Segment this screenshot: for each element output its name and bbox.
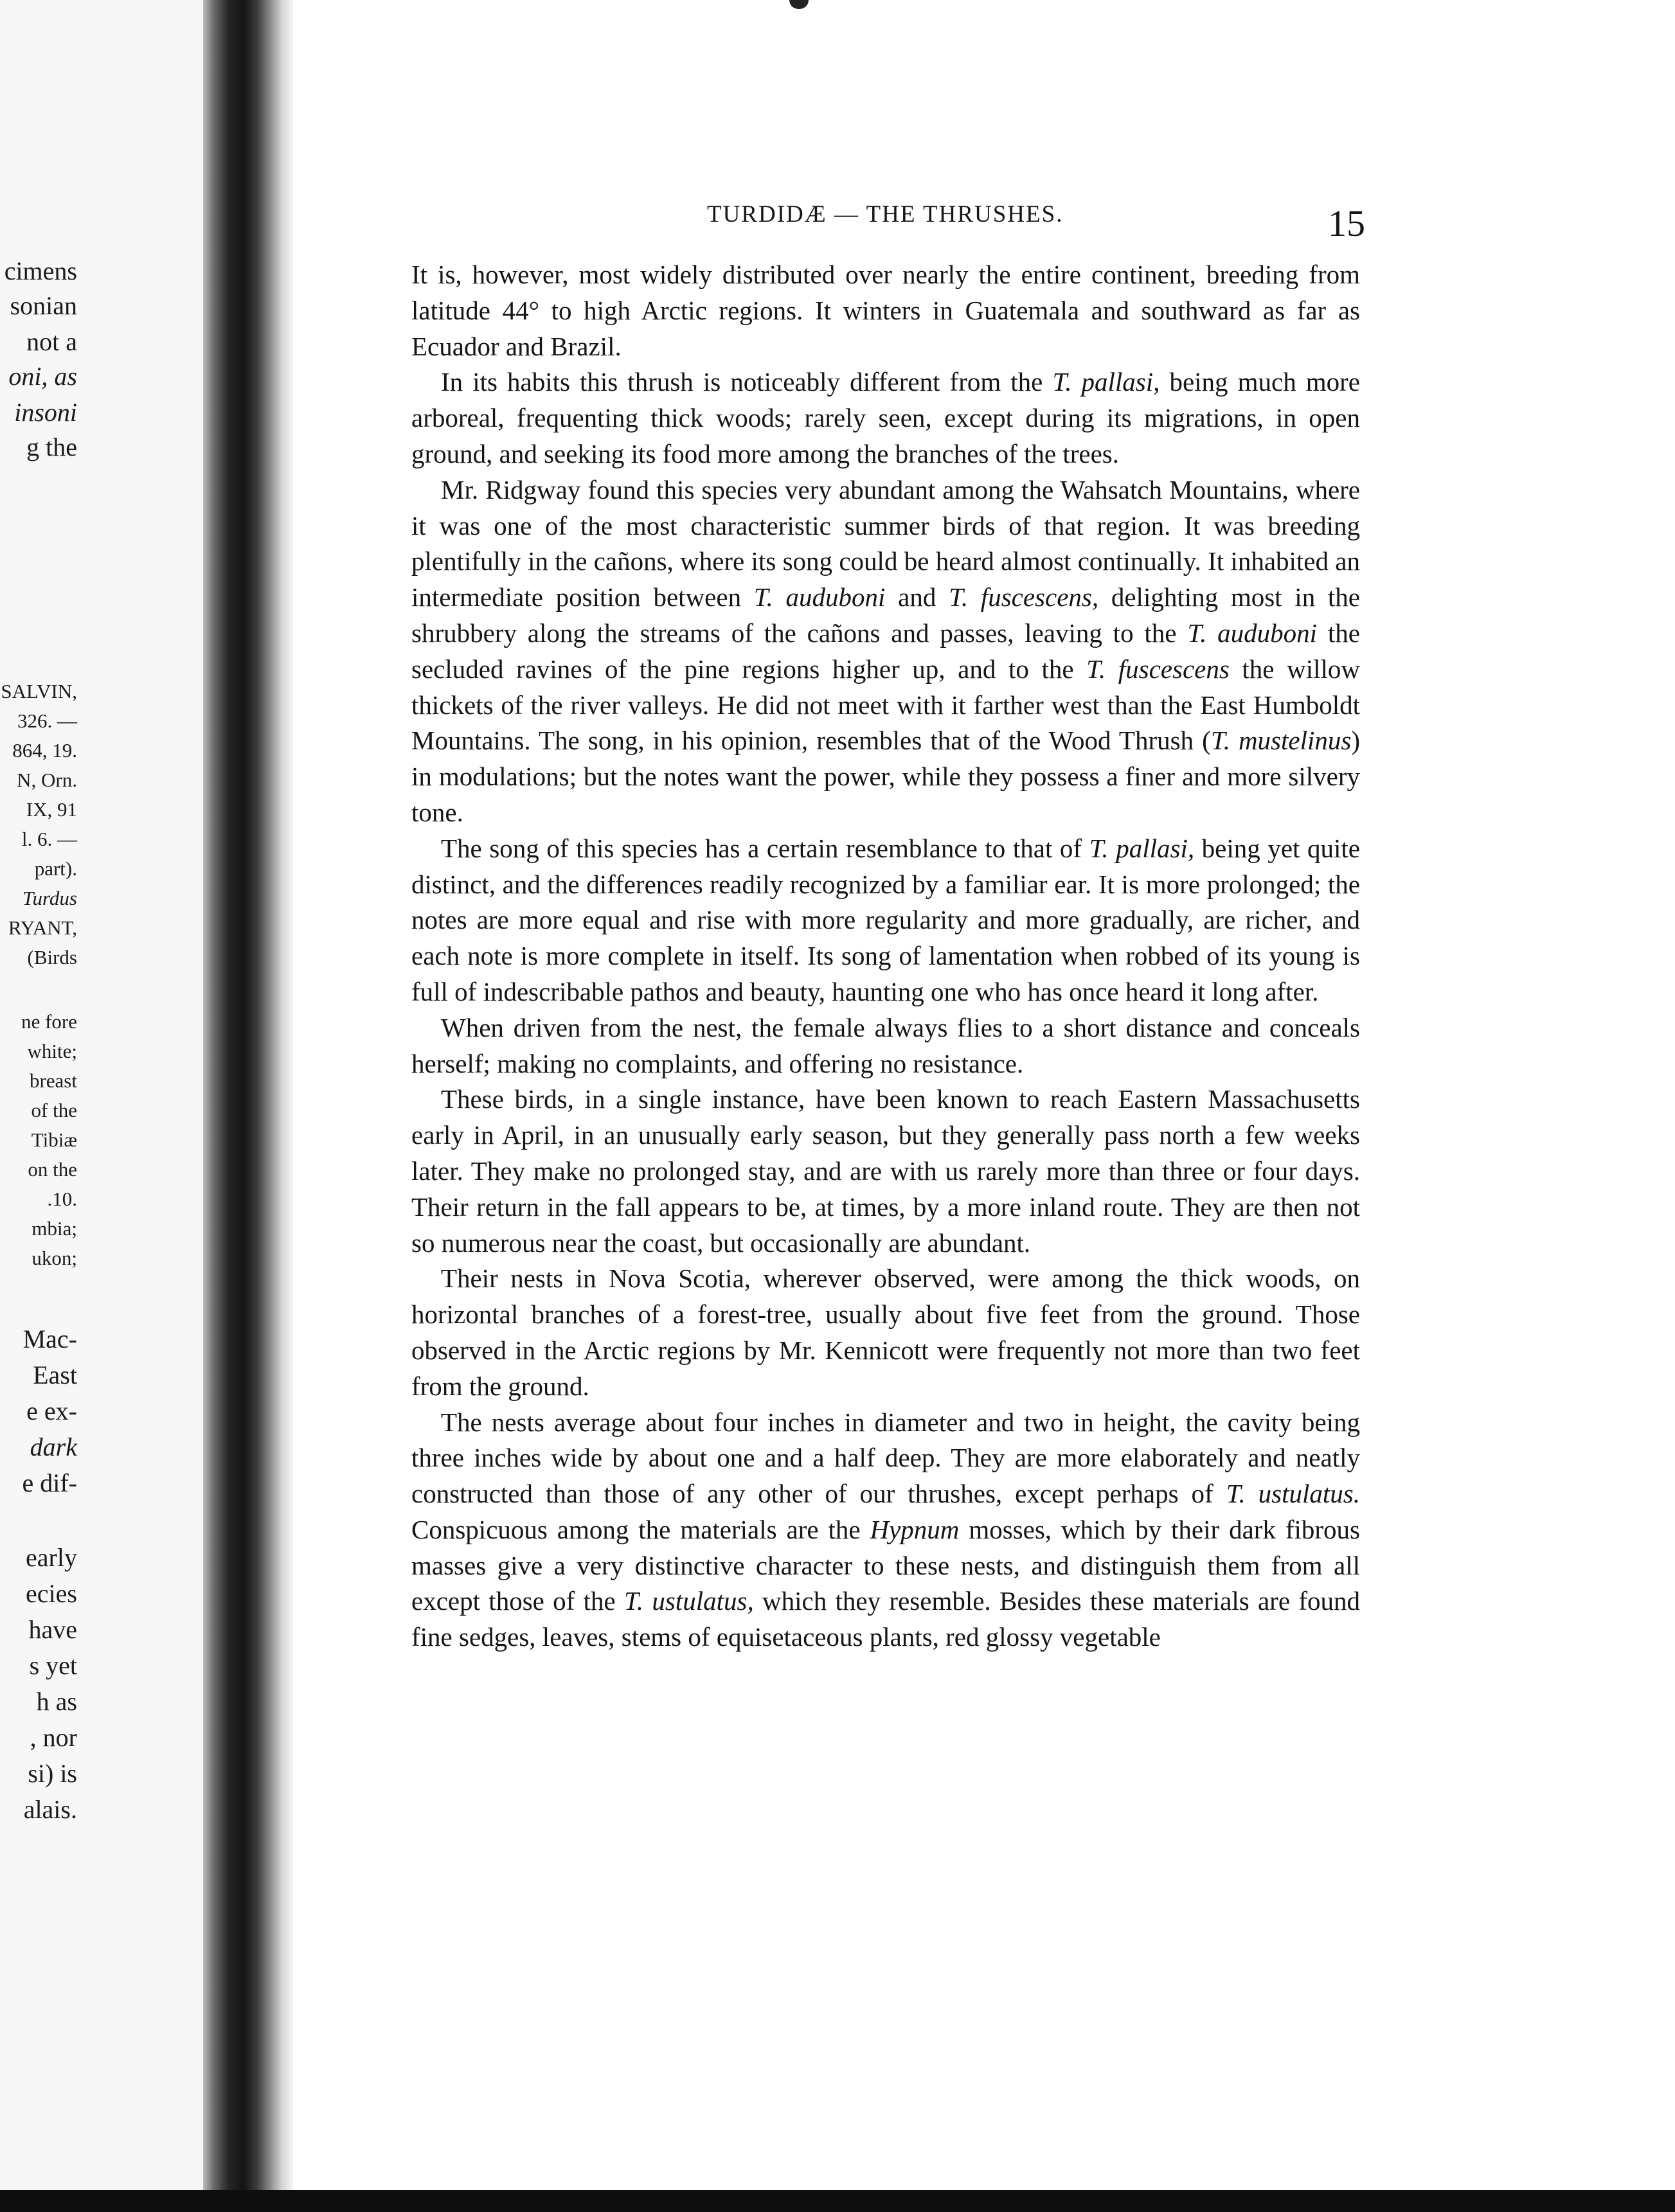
left-page-fragment: alais. xyxy=(23,1795,77,1824)
left-page-fragment: oni, as xyxy=(8,362,77,391)
left-page-fragment: Mac- xyxy=(22,1325,77,1353)
running-head: TURDIDÆ — THE THRUSHES. xyxy=(707,201,1064,227)
paragraph xyxy=(411,1405,1360,1656)
left-page-fragment: (Birds xyxy=(27,946,77,968)
text-run: delighting most in the shrubbery along the streams of the cañons and passes, leaving to the xyxy=(411,582,1361,648)
text-run: It is, however, most widely distributed over nearly the entire continent, breeding from latitude 44° to high Arctic regions. It winters in Guatemala and southward as far as Ecuador and Brazil. xyxy=(411,260,1360,361)
italic-text: T. pallasi, xyxy=(1052,367,1160,397)
italic-text: T. ustulatus, xyxy=(624,1586,754,1616)
left-page-fragment: Turdus xyxy=(22,887,77,909)
text-run: mosses, which by their dark fibrous masses give a very distinctive character to these nests, and distinguish them from all except those of the xyxy=(411,1514,1360,1616)
text-run: The nests average about four inches in diameter and two in height, the cavity being three inches wide by about one and a half deep. They are more elaborately and neatly constructed than those of any other of our thrushes, except perhaps of xyxy=(411,1407,1360,1509)
left-page-fragment: of the xyxy=(31,1099,77,1121)
paragraph xyxy=(411,257,1360,364)
italic-text: Hypnum xyxy=(870,1514,960,1544)
left-page-fragment: IX, 91 xyxy=(26,798,77,821)
left-page-fragment: East xyxy=(33,1360,77,1389)
italic-text: T. ustulatus. xyxy=(1226,1479,1360,1509)
text-run: which they resemble. Besides these materials are found fine sedges, leaves, stems of equisetaceous plants, red glossy vegetable xyxy=(411,1586,1360,1652)
left-page-fragment: ne fore xyxy=(21,1010,77,1033)
text-run: the secluded ravines of the pine regions higher up, and to the xyxy=(411,618,1360,684)
italic-text: T. mustelinus xyxy=(1210,726,1352,756)
left-page-fragment: insoni xyxy=(14,398,77,427)
text-run: and xyxy=(885,582,949,612)
left-page-fragment: l. 6. — xyxy=(21,828,77,850)
left-page-fragment: 864, 19. xyxy=(12,739,77,762)
left-page-fragment: early xyxy=(26,1543,77,1572)
text-run: Their nests in Nova Scotia, wherever observed, were among the thick woods, on horizontal branches of a forest-tree, usually about five feet from the ground. Those observed in the Arctic regions by Mr. Kennicott were frequently not more than two feet from the ground. xyxy=(411,1263,1360,1401)
paragraph xyxy=(411,1082,1360,1261)
body-text xyxy=(411,257,1360,1655)
left-page-fragment: SALVIN, xyxy=(1,680,77,702)
left-page-fragment: dark xyxy=(30,1432,77,1461)
left-page-fragment: , nor xyxy=(30,1723,77,1752)
left-page-fragment: N, Orn. xyxy=(17,769,77,791)
text-run: ) in modulations; but the notes want the power, while they possess a finer and more silvery tone. xyxy=(411,726,1360,827)
italic-text: T. fuscescens, xyxy=(949,582,1099,612)
left-page-fragment: Tibiæ xyxy=(31,1128,77,1151)
page-number: 15 xyxy=(1328,202,1365,244)
left-page-fragment: mbia; xyxy=(31,1217,77,1240)
left-page-fragment: g the xyxy=(26,433,77,461)
paragraph xyxy=(411,1261,1360,1404)
paragraph xyxy=(411,364,1360,472)
italic-text: T. fuscescens xyxy=(1086,654,1230,684)
left-page-fragment: e dif- xyxy=(22,1468,77,1497)
left-page-fragment: cimens xyxy=(4,256,77,285)
left-page-fragment: not a xyxy=(26,327,77,356)
paragraph xyxy=(411,831,1360,1010)
italic-text: T. auduboni xyxy=(753,582,886,612)
paragraph xyxy=(411,472,1360,831)
left-page-fragment: ecies xyxy=(26,1579,77,1608)
left-page-fragment: e ex- xyxy=(26,1396,77,1425)
paragraph xyxy=(411,1010,1360,1082)
text-run: These birds, in a single instance, have been known to reach Eastern Massachusetts early in April, in an unusually early season, but they generally pass north a few weeks later. They make no prolonged stay, and are with us rarely more than three or four days. Their return in the fall appears to be, at times, by a more inland route. They are then not so numerous near the coast, but occasionally are abundant. xyxy=(411,1084,1360,1258)
left-page-fragment: part). xyxy=(34,857,77,880)
left-page-fragment: s yet xyxy=(29,1651,77,1680)
left-page-fragment: have xyxy=(28,1615,77,1644)
left-page-fragment: ukon; xyxy=(31,1247,77,1269)
book-gutter-shadow xyxy=(203,0,293,2212)
left-page-fragment: 326. — xyxy=(17,709,77,732)
left-page-fragment: si) is xyxy=(28,1759,77,1788)
italic-text: T. auduboni xyxy=(1187,618,1318,648)
text-run: The song of this species has a certain resemblance to that of xyxy=(441,833,1089,863)
text-run: In its habits this thrush is noticeably different from the xyxy=(441,367,1053,397)
italic-text: T. pallasi, xyxy=(1089,833,1195,863)
left-page-fragment: h as xyxy=(36,1687,77,1716)
left-page-fragment: RYANT, xyxy=(8,916,77,939)
text-run: being yet quite distinct, and the differences readily recognized by a familiar ear. It is more prolonged; the notes are more equal and rise with more regularity and more gradually, are richer, and each note is more complete in itself. Its song of lamentation when robbed of its young is full of indescribable pathos and beauty, haunting one who has once heard it long after. xyxy=(411,833,1360,1006)
text-run: Mr. Ridgway found this species very abundant among the Wahsatch Mountains, where it was one of the most characteristic summer birds of that region. It was breeding plentifully in the cañons, where its song could be heard almost continually. It inhabited an intermediate position between xyxy=(411,474,1360,612)
left-page-fragment: sonian xyxy=(10,291,77,320)
left-page-fragment: breast xyxy=(29,1069,77,1092)
text-run: Conspicuous among the materials are the xyxy=(411,1514,870,1544)
text-run: When driven from the nest, the female always flies to a short distance and conceals herself; making no complaints, and offering no resistance. xyxy=(411,1012,1360,1078)
left-page-fragment: white; xyxy=(27,1040,77,1062)
text-run: being much more arboreal, frequenting thick woods; rarely seen, except during its migrations, in open ground, and seeking its food more among the branches of the trees. xyxy=(411,367,1361,468)
left-page-fragment: .10. xyxy=(47,1188,77,1210)
scan-bottom-edge xyxy=(0,2190,1675,2212)
text-run: the willow thickets of the river valleys. He did not meet with it farther west than the East Humboldt Mountains. The song, in his opinion, resembles that of the Wood Thrush ( xyxy=(411,654,1360,756)
left-page-fragment: on the xyxy=(28,1158,77,1181)
